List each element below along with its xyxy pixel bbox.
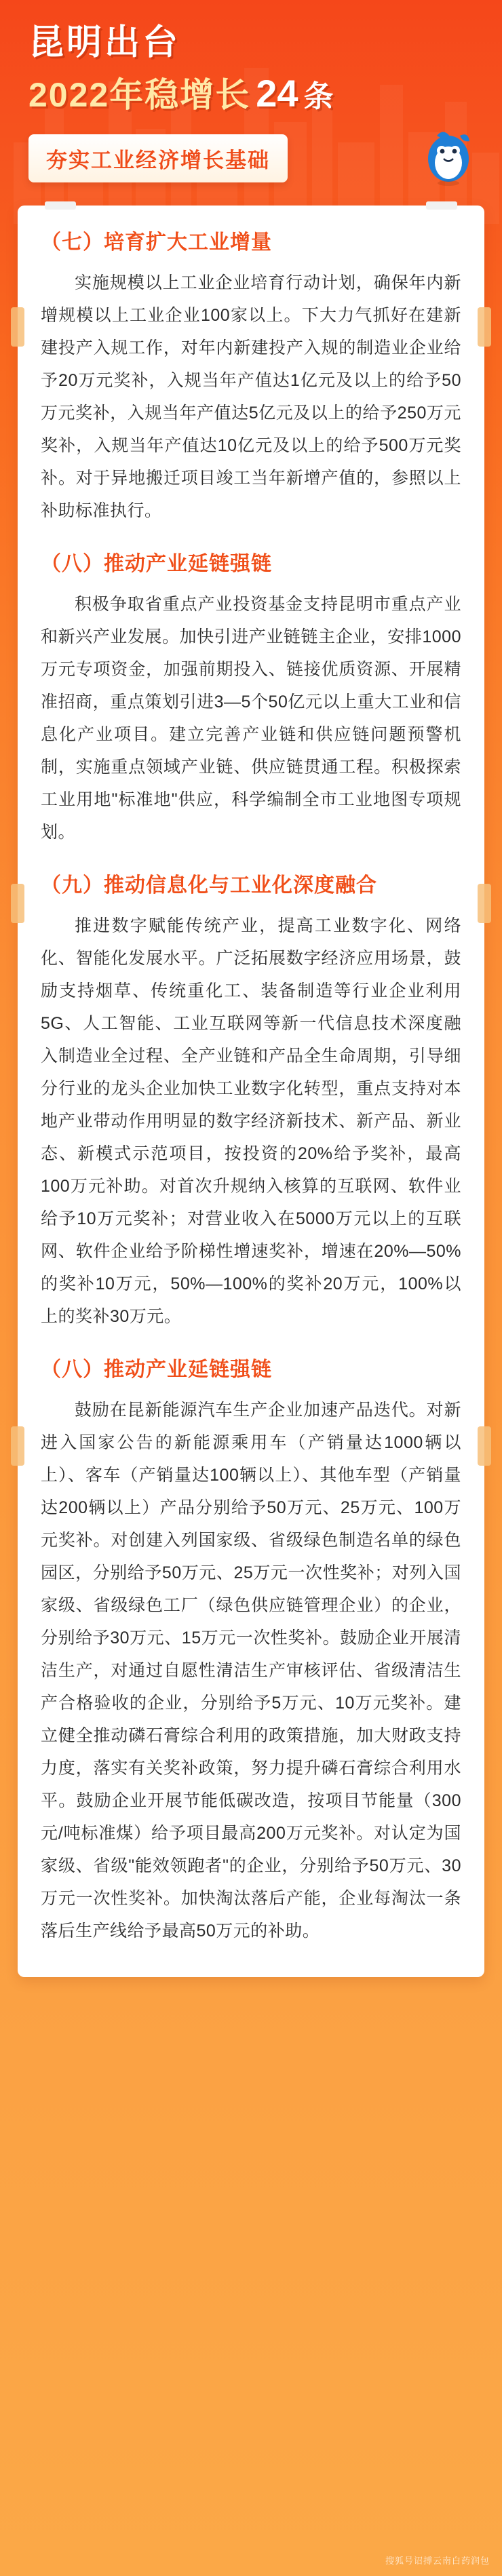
section-block [41, 550, 461, 848]
section-title: （八）推动产业延链强链 [41, 552, 272, 575]
decor-tab-right-1 [478, 307, 491, 347]
title-unit: 条 [303, 79, 334, 113]
section-body: 推进数字赋能传统产业，提高工业数字化、网络化、智能化发展水平。广泛拓展数字经济应用场景，鼓励支持烟草、传统重化工、装备制造等行业企业利用5G、人工智能、工业互联网等新一代信息技术深度融入制造业全过程、全产业链和产品全生命周期，引导细分行业的龙头企业加快工业数字化转型，重点支持对本地产业带动作用明显的数字经济新技术、新产品、新业态、新模式示范项目，按投资的20%给予奖补，最高100万元补助。对首次升规纳入核算的互联网、软件业给予10万元奖补；对营业收入在5000万元以上的互联网、软件企业给予阶梯性增速奖补，增速在20%—50%的奖补10万元，50%—100%的奖补20万元，100%以上的奖补30万元。 [41, 916, 461, 1326]
section-title: （九）推动信息化与工业化深度融合 [41, 874, 377, 897]
section-block [41, 872, 461, 1333]
page-title-secondary [28, 68, 474, 117]
section-body: 鼓励在昆新能源汽车生产企业加速产品迭代。对新进入国家公告的新能源乘用车（产销量达1000辆以上）、客车（产销量达100辆以上）、其他车型（产销量达200辆以上）产品分别给予50万元、25万元、100万元奖补。对创建入列国家级、省级绿色制造名单的绿色园区，分别给予50万元、25万元一次性奖补；对列入国家级、省级绿色工厂（绿色供应链管理企业）的企业，分别给予30万元、15万元一次性奖补。鼓励企业开展清洁生产，对通过自愿性清洁生产审核评估、省级清洁生产合格验收的企业，分别给予5万元、10万元奖补。建立健全推动磷石膏综合利用的政策措施，加大财政支持力度，落实有关奖补政策，努力提升磷石膏综合利用水平。鼓励企业开展节能低碳改造，按项目节能量（300元/吨标准煤）给予项目最高200万元奖补。对认定为国家级、省级"能效领跑者"的企业，分别给予50万元、30万元一次性奖补。加快淘汰落后产能，企业每淘汰一条落后生产线给予最高50万元的补助。 [41, 1400, 461, 1940]
section-body: 实施规模以上工业企业培育行动计划，确保年内新增规模以上工业企业100家以上。下大力气抓好在建新建投产入规工作，对年内新建投产入规的制造业企业给予20万元奖补，入规当年产值达1亿元及以上的给予50万元奖补，入规当年产值达5亿元及以上的给予250万元奖补，入规当年产值达10亿元及以上的给予500万元奖补。对于异地搬迁项目竣工当年新增产值的，参照以上补助标准执行。 [41, 273, 461, 520]
decor-tab-left-1 [11, 307, 24, 347]
decor-tab-left-2 [11, 884, 24, 923]
section-title: （八）推动产业延链强链 [41, 1358, 272, 1381]
title-number: 24 [256, 71, 298, 115]
section-title: （七）培育扩大工业增量 [41, 231, 272, 254]
decor-tab-left-3 [11, 1426, 24, 1466]
title-year: 2022年稳增长 [28, 75, 251, 114]
poster-header [0, 0, 502, 117]
watermark: 搜狐号诏搏云南白药润包 [385, 2556, 490, 2566]
page-title: 昆明出台 [28, 23, 181, 62]
decor-tab-right-3 [478, 1426, 491, 1466]
subtitle-ribbon-wrap [28, 134, 474, 182]
section-block [41, 229, 461, 527]
subtitle-ribbon: 夯实工业经济增长基础 [28, 134, 288, 182]
mascot-icon [419, 123, 478, 186]
decor-tab-right-2 [478, 884, 491, 923]
section-block [41, 1356, 461, 1947]
section-body: 积极争取省重点产业投资基金支持昆明市重点产业和新兴产业发展。加快引进产业链链主企业，安排1000万元专项资金，加强前期投入、链接优质资源、开展精准招商，重点策划引进3—5个50亿元以上重大工业和信息化产业项目。建立完善产业链和供应链问题预警机制，实施重点领域产业链、供应链贯通工程。积极探索工业用地"标准地"供应，科学编制全市工业地图专项规划。 [41, 594, 461, 842]
content-card [18, 206, 484, 1977]
